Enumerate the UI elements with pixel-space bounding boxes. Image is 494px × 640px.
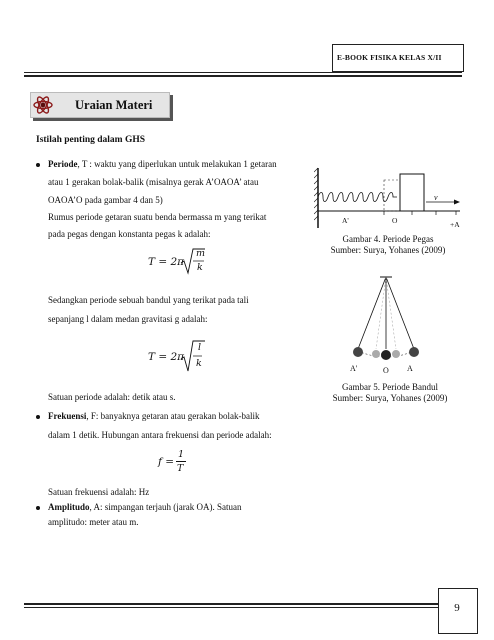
figure5-caption: Gambar 5. Periode Bandul: [342, 382, 438, 392]
bullet-amplitudo: [36, 506, 40, 510]
spring-figure: [314, 158, 462, 238]
figure5-source: Sumber: Surya, Yohanes (2009): [332, 393, 448, 403]
spring-label-a: +A: [450, 220, 460, 229]
section-title: Uraian Materi: [75, 98, 153, 112]
sqrt-sign-2: [180, 339, 206, 373]
formula-spring-num: m: [196, 248, 206, 259]
formula-spring: T = 2π: [148, 256, 185, 268]
frekuensi-unit: Satuan frekuensi adalah: Hz: [48, 487, 150, 497]
spring-label-o: O: [392, 216, 398, 225]
periode-line-4: Rumus periode getaran suatu benda bermassa m yang terikat: [48, 212, 267, 222]
pendulum-label-a: A: [407, 364, 413, 373]
fraction-bar: [176, 461, 186, 462]
periode-term: Periode: [48, 159, 78, 169]
bullet-frekuensi: [36, 415, 40, 419]
periode-unit: Satuan periode adalah: detik atau s.: [48, 392, 176, 402]
formula-frequency: f =: [158, 456, 175, 468]
pendulum-label-o: O: [383, 366, 389, 375]
frekuensi-line-2: dalam 1 detik. Hubungan antara frekuensi dan periode adalah:: [48, 430, 272, 440]
frekuensi-line-1: Frekuensi, F: banyaknya getaran atau gerakan bolak-balik: [48, 411, 260, 421]
periode-line-1: Periode, T : waktu yang diperlukan untuk melakukan 1 getaran: [48, 159, 277, 169]
header-rule-thick: [24, 75, 462, 77]
subheading: Istilah penting dalam GHS: [36, 135, 146, 145]
frekuensi-term: Frekuensi: [48, 411, 87, 421]
amplitudo-term: Amplitudo: [48, 502, 90, 512]
header-title: E-BOOK FISIKA KELAS X/II: [337, 53, 442, 62]
bullet-periode: [36, 163, 40, 167]
formula-spring-den: k: [197, 262, 203, 273]
figure4-source: Sumber: Surya, Yohanes (2009): [330, 245, 446, 255]
formula-pendulum: T = 2π: [148, 351, 185, 363]
periode-line-5: pada pegas dengan konstanta pegas k adalah:: [48, 229, 211, 239]
spring-label-v: v: [434, 193, 438, 202]
atom-icon: [32, 94, 54, 116]
page-number: 9: [454, 602, 460, 614]
header-rule: [24, 72, 462, 73]
pendulum-label-a-prime: A': [350, 364, 358, 373]
pendulum-line-2: sepanjang l dalam medan gravitasi g adalah:: [48, 314, 208, 324]
spring-label-a-prime: A': [342, 216, 349, 225]
footer-rule: [24, 603, 462, 605]
formula-pendulum-den: k: [196, 358, 202, 369]
amplitudo-line-1: Amplitudo, A: simpangan terjauh (jarak OA). Satuan: [48, 502, 242, 512]
periode-line-3: OAOA’O pada gambar 4 dan 5): [48, 195, 163, 205]
periode-line-2: atau 1 gerakan bolak-balik (misalnya gerak A’OAOA’ atau: [48, 177, 259, 187]
formula-frequency-den: T: [177, 463, 184, 474]
formula-pendulum-num: l: [198, 342, 202, 353]
figure4-caption: Gambar 4. Periode Pegas: [342, 234, 434, 244]
formula-frequency-num: 1: [178, 449, 185, 460]
amplitudo-line-2: amplitudo: meter atau m.: [48, 517, 139, 527]
pendulum-line-1: Sedangkan periode sebuah bandul yang terikat pada tali: [48, 295, 249, 305]
footer-rule-thin: [24, 607, 462, 608]
